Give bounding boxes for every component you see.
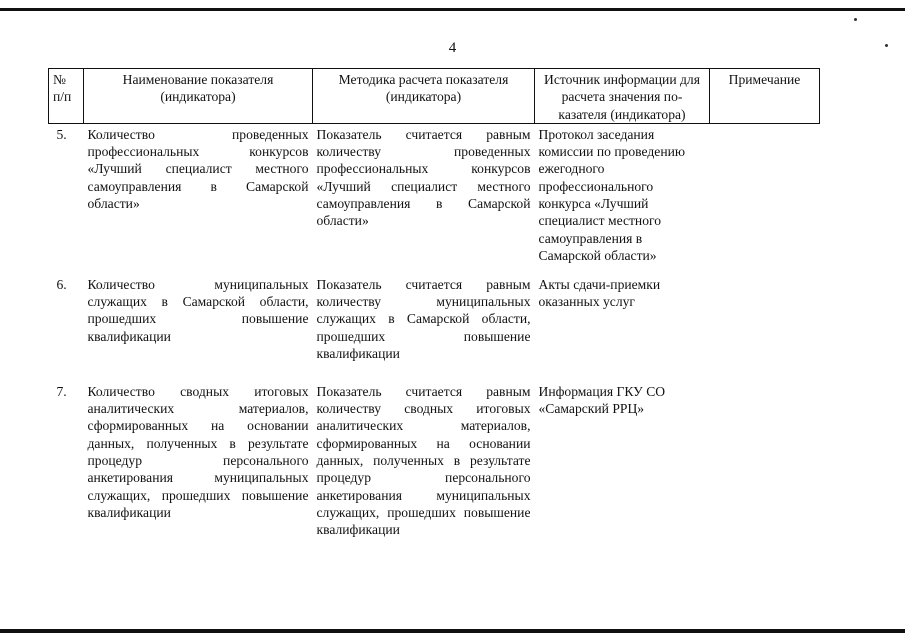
table-row — [49, 274, 820, 381]
table-row — [49, 123, 820, 274]
page-number: 4 — [448, 40, 457, 56]
header-indicator-name: Наименование показателя (индикатора) — [84, 69, 313, 124]
header-information-source: Источник информации для расчета значения по-казателя (индикатора) — [535, 69, 710, 124]
top-rule — [0, 8, 905, 11]
indicator-name: Количество муниципальных служащих в Самарской области, прошедших повышение квалификации — [87, 276, 309, 344]
header-number: № п/п — [49, 69, 84, 124]
note-cell — [710, 381, 820, 543]
scan-speck — [854, 18, 857, 21]
information-source: Акты сдачи-приемки оказанных услуг — [538, 276, 661, 310]
row-number: 5. — [56, 126, 67, 142]
indicator-table — [48, 68, 820, 543]
calculation-method: Показатель считается равным количеству проведенных профессиональных конкурсов «Лучший специалист местного самоуправления в Самарской области» — [316, 126, 531, 229]
information-source: Протокол заседания комиссии по проведению ежегодного профессионального конкурса «Лучший специалист местного самоуправления в Самарской области» — [538, 126, 686, 263]
header-calculation-method: Методика расчета показателя (индикатора) — [313, 69, 535, 124]
indicator-name: Количество сводных итоговых аналитических материалов, сформированных на основании данных, полученных в результате процедур персонального анкетирования муниципальных служащих, прошедших повышение квалификации — [87, 383, 309, 520]
table-header-row — [49, 69, 820, 124]
calculation-method: Показатель считается равным количеству муниципальных служащих в Самарской области, прошедших повышение квалификации — [316, 276, 531, 362]
header-note: Примечание — [710, 69, 820, 124]
row-number: 7. — [56, 383, 67, 399]
note-cell — [710, 123, 820, 274]
bottom-rule — [0, 629, 905, 633]
indicator-name: Количество проведенных профессиональных конкурсов «Лучший специалист местного самоуправления в Самарской области» — [87, 126, 309, 212]
row-number: 6. — [56, 276, 67, 292]
note-cell — [710, 274, 820, 381]
calculation-method: Показатель считается равным количеству сводных итоговых аналитических материалов, сформированных на основании данных, полученных в результате процедур персонального анкетирования муниципальных служащих, прошедших повышение квалификации — [316, 383, 531, 538]
information-source: Информация ГКУ СО «Самарский РРЦ» — [538, 383, 666, 417]
table-row — [49, 381, 820, 543]
